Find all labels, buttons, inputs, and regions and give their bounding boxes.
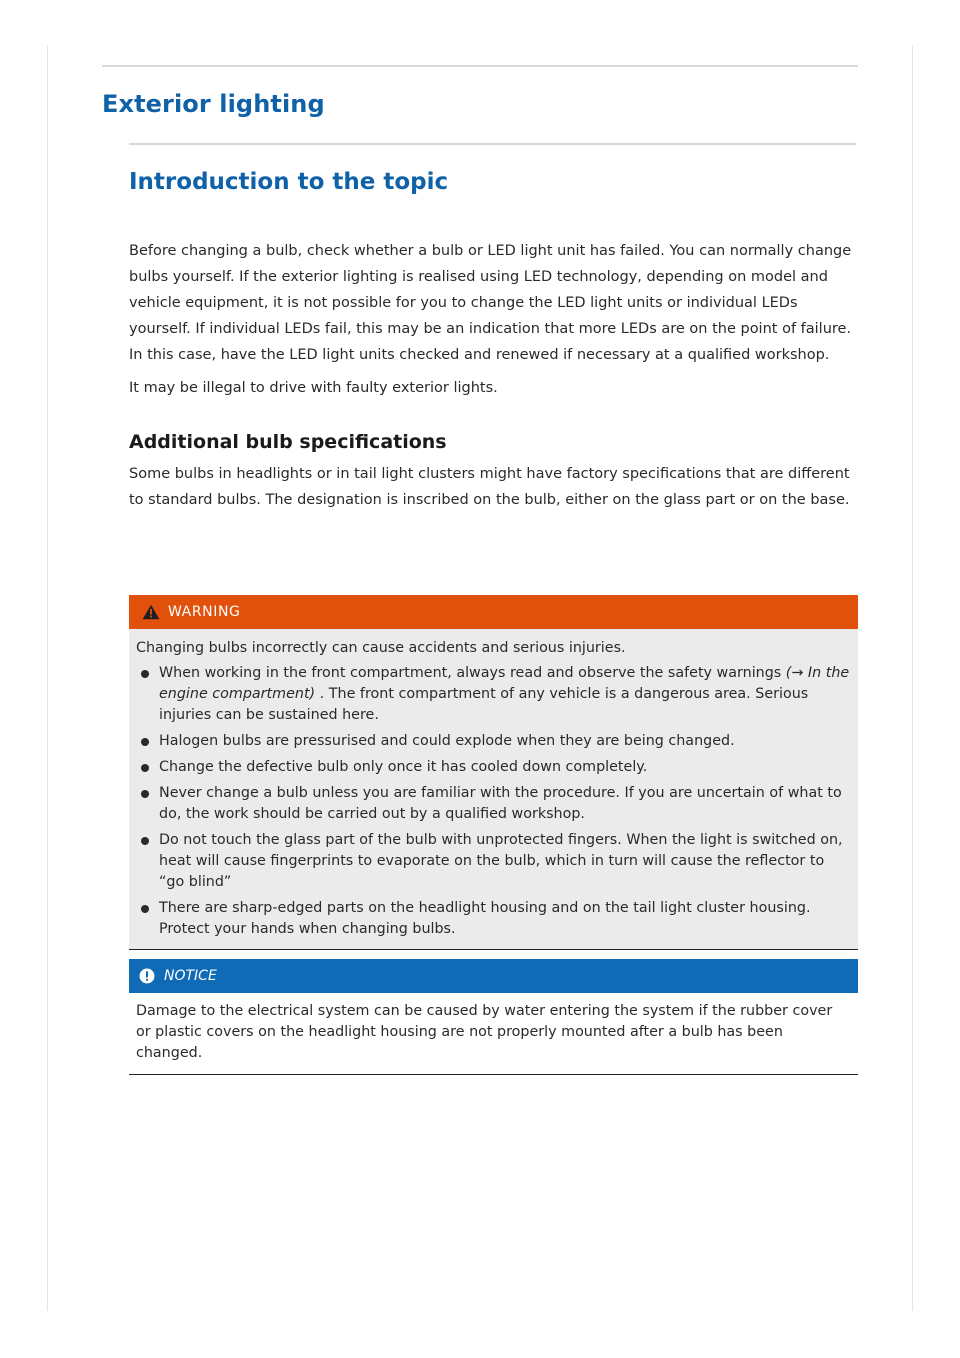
- warning-box: [129, 595, 858, 950]
- notice-header: [129, 959, 858, 993]
- bullet-dot: [141, 764, 149, 772]
- warning-item-text: Do not touch the glass part of the bulb with unprotected fingers. When the light is switched on, heat will cause fingerprints to evaporate on the bulb, which in turn will cause the reflector to “go blind”: [159, 832, 843, 890]
- intro-paragraph: Before changing a bulb, check whether a bulb or LED light unit has failed. You can normally change bulbs yourself. If the exterior lighting is realised using LED technology, depending on model and vehicle equipment, it is not possible for you to change the LED light units or individual LEDs yourself. If individual LEDs fail, this may be an indication that more LEDs are on the point of failure. In this case, have the LED light units checked and renewed if necessary at a qualified workshop.: [129, 243, 852, 363]
- exclamation-circle-icon: [139, 968, 155, 984]
- bullet-dot: [141, 738, 149, 746]
- warning-item-text: Change the defective bulb only once it has cooled down completely.: [159, 759, 648, 775]
- bullet-dot: [141, 905, 149, 913]
- section-title: Additional bulb specifications: [129, 431, 447, 453]
- warning-list: [136, 663, 850, 940]
- warning-item: [136, 757, 850, 778]
- notice-box: [129, 959, 858, 1075]
- warning-item: [136, 898, 850, 940]
- warning-header: [129, 595, 858, 629]
- warning-item: [136, 731, 850, 752]
- warning-lead: Changing bulbs incorrectly can cause accidents and serious injuries.: [136, 640, 626, 656]
- notice-body: [129, 993, 858, 1075]
- warning-body: [129, 629, 858, 950]
- chapter-divider: [102, 65, 858, 67]
- cross-reference-link[interactable]: (→ In the engine compartment): [159, 665, 850, 702]
- page-border-right: [912, 45, 913, 1311]
- warning-label: WARNING: [168, 604, 241, 620]
- warning-item: [136, 830, 850, 893]
- notice-label: NOTICE: [164, 968, 217, 984]
- bullet-dot: [141, 670, 149, 678]
- warning-item-text: Halogen bulbs are pressurised and could explode when they are being changed.: [159, 733, 735, 749]
- warning-item: [136, 663, 850, 726]
- chapter-title: Exterior lighting: [102, 90, 325, 118]
- warning-item-text: . The front compartment of any vehicle is a dangerous area. Serious injuries can be sustained here.: [159, 686, 809, 723]
- page-border-left: [47, 45, 48, 1311]
- topic-divider: [129, 143, 856, 145]
- warning-item: [136, 783, 850, 825]
- warning-triangle-icon: [142, 604, 160, 620]
- section-paragraph: Some bulbs in headlights or in tail light clusters might have factory specifications that are different to standard bulbs. The designation is inscribed on the bulb, either on the glass part or on the base.: [129, 466, 850, 508]
- warning-item-text: When working in the front compartment, always read and observe the safety warnings: [159, 665, 786, 681]
- warning-item-text: There are sharp-edged parts on the headlight housing and on the tail light cluster housing. Protect your hands when changing bulbs.: [159, 900, 811, 937]
- warning-item-text: Never change a bulb unless you are familiar with the procedure. If you are uncertain of what to do, the work should be carried out by a qualified workshop.: [159, 785, 842, 822]
- main-content: [129, 238, 859, 513]
- notice-text: Damage to the electrical system can be caused by water entering the system if the rubber cover or plastic covers on the headlight housing are not properly mounted after a bulb has been changed.: [136, 1003, 833, 1061]
- legal-note-paragraph: It may be illegal to drive with faulty exterior lights.: [129, 380, 498, 396]
- bullet-dot: [141, 790, 149, 798]
- topic-title: Introduction to the topic: [129, 169, 449, 195]
- bullet-dot: [141, 837, 149, 845]
